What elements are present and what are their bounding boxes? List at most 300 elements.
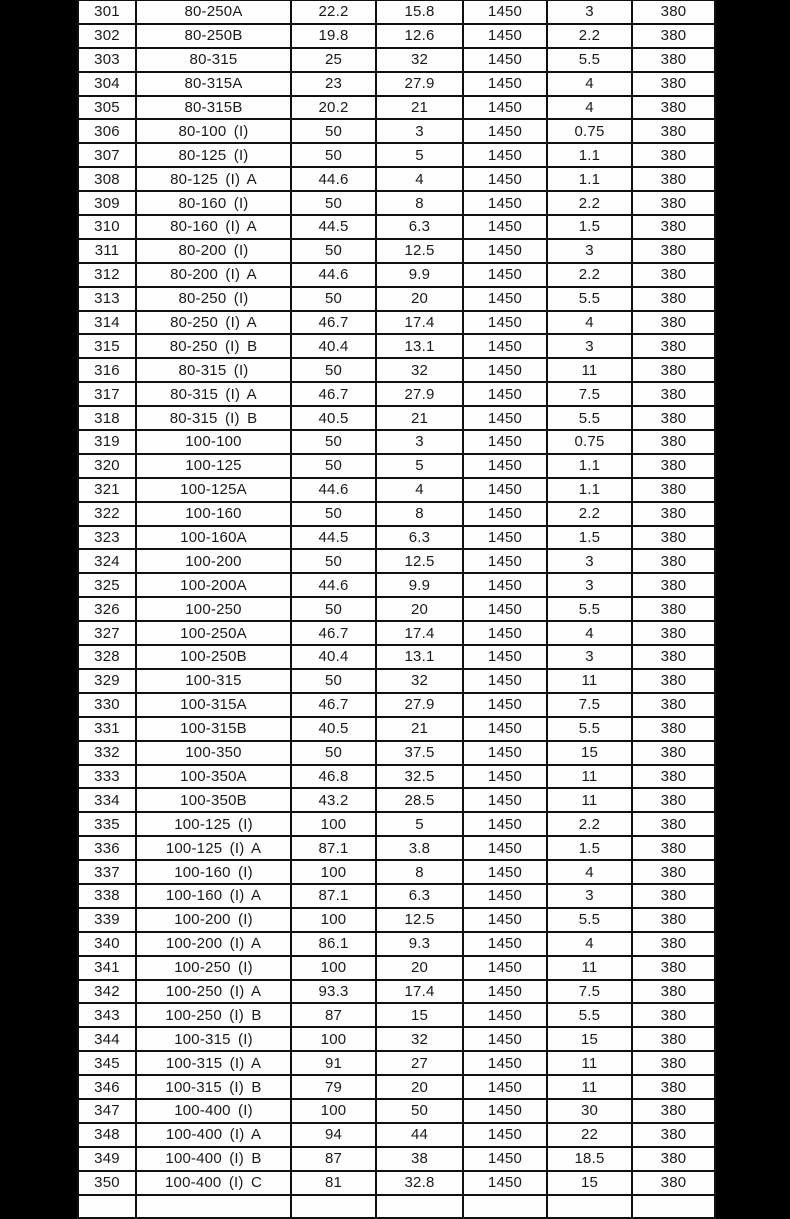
cell-power-kw: 3: [548, 646, 631, 668]
cell-power-kw: 4: [548, 73, 631, 95]
cell-speed-rpm: 1450: [464, 216, 546, 238]
cell-serial-no: 347: [79, 1100, 135, 1122]
cell-voltage: 380: [633, 813, 714, 835]
cell-flow: 93.3: [292, 981, 375, 1003]
cell-serial-no: 324: [79, 550, 135, 572]
cell-voltage: 380: [633, 383, 714, 405]
cell-head: 12.5: [377, 909, 462, 931]
cell-power-kw: 3: [548, 335, 631, 357]
cell-head: 32: [377, 1028, 462, 1050]
cell-serial-no: 322: [79, 503, 135, 525]
cell-power-kw: 11: [548, 766, 631, 788]
cell-head: 17.4: [377, 312, 462, 334]
cell-head: 12.5: [377, 240, 462, 262]
cell-head: 44: [377, 1124, 462, 1146]
cell-serial-no: 337: [79, 861, 135, 883]
cell-speed-rpm: 1450: [464, 933, 546, 955]
cell-head: 21: [377, 97, 462, 119]
cell-serial-no: 326: [79, 598, 135, 620]
cell-voltage: 380: [633, 192, 714, 214]
cell-model: 100-315A: [137, 694, 290, 716]
cell-model: 100-250B: [137, 646, 290, 668]
cell-serial-no: 327: [79, 622, 135, 644]
cell-head: 37.5: [377, 742, 462, 764]
cell-flow: 50: [292, 192, 375, 214]
cell-power-kw: 18.5: [548, 1148, 631, 1170]
cell-flow: 46.7: [292, 622, 375, 644]
cell-speed-rpm: 1450: [464, 742, 546, 764]
cell-speed-rpm: 1450: [464, 264, 546, 286]
cell-model: 100-125 (I) A: [137, 837, 290, 859]
cell-speed-rpm: 1450: [464, 885, 546, 907]
cell-voltage: 380: [633, 694, 714, 716]
cell-model: 100-250: [137, 598, 290, 620]
cell-flow: 44.6: [292, 574, 375, 596]
cell-model: 80-125 (I): [137, 144, 290, 166]
cell-voltage: 380: [633, 670, 714, 692]
cell-serial-no: 312: [79, 264, 135, 286]
cell-head: 8: [377, 192, 462, 214]
cell-flow: 81: [292, 1172, 375, 1194]
cell-flow: 100: [292, 1100, 375, 1122]
cell-voltage: 380: [633, 73, 714, 95]
cell-voltage: 380: [633, 168, 714, 190]
cell-model: 100-315 (I): [137, 1028, 290, 1050]
cell-speed-rpm: 1450: [464, 813, 546, 835]
cell-power-kw: 5.5: [548, 1004, 631, 1026]
cell-speed-rpm: 1450: [464, 168, 546, 190]
cell-serial-no: 346: [79, 1076, 135, 1098]
cell-speed-rpm: 1450: [464, 288, 546, 310]
cell-voltage: 380: [633, 1172, 714, 1194]
cell-head: 15.8: [377, 1, 462, 23]
cell-voltage: 380: [633, 861, 714, 883]
cell-speed-rpm: 1450: [464, 120, 546, 142]
cell-serial-no: 310: [79, 216, 135, 238]
cell-flow: 46.7: [292, 312, 375, 334]
cell-voltage: 380: [633, 837, 714, 859]
cell-power-kw: 1.1: [548, 479, 631, 501]
cell-voltage: 380: [633, 550, 714, 572]
cell-voltage: 380: [633, 359, 714, 381]
cell-flow: 46.7: [292, 694, 375, 716]
cell-model: 100-315B: [137, 718, 290, 740]
cell-model: 80-125 (I) A: [137, 168, 290, 190]
cell-speed-rpm: 1450: [464, 431, 546, 453]
cell-head: 32.5: [377, 766, 462, 788]
cell-speed-rpm: 1450: [464, 789, 546, 811]
cell-voltage: 380: [633, 933, 714, 955]
cell-speed-rpm: 1450: [464, 73, 546, 95]
cell-model: 100-315 (I) B: [137, 1076, 290, 1098]
cell-serial-no: 313: [79, 288, 135, 310]
cell-model: 100-315 (I) A: [137, 1052, 290, 1074]
cell-serial-no: 309: [79, 192, 135, 214]
cell-serial-no: 307: [79, 144, 135, 166]
cell-power-kw: 1.5: [548, 216, 631, 238]
partial-cell: [548, 1196, 631, 1218]
cell-model: 100-315: [137, 670, 290, 692]
cell-serial-no: 336: [79, 837, 135, 859]
cell-model: 100-160: [137, 503, 290, 525]
cell-speed-rpm: 1450: [464, 670, 546, 692]
cell-serial-no: 329: [79, 670, 135, 692]
cell-serial-no: 318: [79, 407, 135, 429]
cell-power-kw: 2.2: [548, 503, 631, 525]
cell-model: 100-160 (I) A: [137, 885, 290, 907]
cell-model: 100-200: [137, 550, 290, 572]
cell-power-kw: 22: [548, 1124, 631, 1146]
cell-power-kw: 3: [548, 885, 631, 907]
cell-head: 27: [377, 1052, 462, 1074]
cell-serial-no: 340: [79, 933, 135, 955]
cell-model: 100-400 (I): [137, 1100, 290, 1122]
cell-speed-rpm: 1450: [464, 598, 546, 620]
cell-flow: 100: [292, 957, 375, 979]
cell-speed-rpm: 1450: [464, 694, 546, 716]
cell-flow: 50: [292, 288, 375, 310]
cell-voltage: 380: [633, 288, 714, 310]
cell-voltage: 380: [633, 264, 714, 286]
cell-voltage: 380: [633, 527, 714, 549]
cell-speed-rpm: 1450: [464, 981, 546, 1003]
cell-serial-no: 330: [79, 694, 135, 716]
cell-head: 8: [377, 503, 462, 525]
cell-power-kw: 4: [548, 861, 631, 883]
cell-head: 3.8: [377, 837, 462, 859]
cell-speed-rpm: 1450: [464, 1076, 546, 1098]
cell-voltage: 380: [633, 1028, 714, 1050]
cell-head: 13.1: [377, 646, 462, 668]
cell-power-kw: 4: [548, 622, 631, 644]
cell-voltage: 380: [633, 431, 714, 453]
cell-flow: 50: [292, 670, 375, 692]
cell-flow: 100: [292, 1028, 375, 1050]
cell-speed-rpm: 1450: [464, 957, 546, 979]
cell-power-kw: 11: [548, 1052, 631, 1074]
cell-head: 9.9: [377, 264, 462, 286]
cell-serial-no: 328: [79, 646, 135, 668]
cell-flow: 46.8: [292, 766, 375, 788]
cell-head: 4: [377, 168, 462, 190]
cell-head: 20: [377, 598, 462, 620]
cell-flow: 25: [292, 49, 375, 71]
cell-voltage: 380: [633, 909, 714, 931]
cell-speed-rpm: 1450: [464, 1148, 546, 1170]
cell-model: 80-315: [137, 49, 290, 71]
cell-flow: 50: [292, 455, 375, 477]
cell-flow: 87.1: [292, 885, 375, 907]
cell-flow: 100: [292, 813, 375, 835]
cell-voltage: 380: [633, 312, 714, 334]
cell-head: 13.1: [377, 335, 462, 357]
cell-voltage: 380: [633, 646, 714, 668]
cell-model: 100-200 (I): [137, 909, 290, 931]
cell-speed-rpm: 1450: [464, 383, 546, 405]
cell-head: 12.5: [377, 550, 462, 572]
cell-power-kw: 2.2: [548, 192, 631, 214]
cell-flow: 50: [292, 550, 375, 572]
cell-flow: 40.5: [292, 718, 375, 740]
cell-serial-no: 325: [79, 574, 135, 596]
cell-speed-rpm: 1450: [464, 1124, 546, 1146]
cell-power-kw: 7.5: [548, 981, 631, 1003]
cell-head: 5: [377, 144, 462, 166]
cell-voltage: 380: [633, 479, 714, 501]
cell-power-kw: 0.75: [548, 431, 631, 453]
cell-head: 3: [377, 120, 462, 142]
cell-power-kw: 5.5: [548, 909, 631, 931]
cell-model: 100-350A: [137, 766, 290, 788]
cell-head: 9.3: [377, 933, 462, 955]
cell-flow: 87: [292, 1004, 375, 1026]
cell-serial-no: 339: [79, 909, 135, 931]
cell-head: 27.9: [377, 73, 462, 95]
cell-speed-rpm: 1450: [464, 861, 546, 883]
cell-model: 80-160 (I) A: [137, 216, 290, 238]
cell-model: 100-200A: [137, 574, 290, 596]
cell-serial-no: 350: [79, 1172, 135, 1194]
cell-head: 17.4: [377, 622, 462, 644]
cell-voltage: 380: [633, 885, 714, 907]
cell-power-kw: 11: [548, 359, 631, 381]
cell-serial-no: 316: [79, 359, 135, 381]
cell-speed-rpm: 1450: [464, 766, 546, 788]
cell-serial-no: 320: [79, 455, 135, 477]
cell-serial-no: 345: [79, 1052, 135, 1074]
cell-head: 20: [377, 288, 462, 310]
cell-speed-rpm: 1450: [464, 646, 546, 668]
cell-speed-rpm: 1450: [464, 909, 546, 931]
cell-model: 100-160A: [137, 527, 290, 549]
cell-flow: 50: [292, 598, 375, 620]
cell-flow: 50: [292, 120, 375, 142]
cell-head: 20: [377, 957, 462, 979]
cell-flow: 87: [292, 1148, 375, 1170]
cell-speed-rpm: 1450: [464, 574, 546, 596]
cell-power-kw: 1.1: [548, 168, 631, 190]
cell-power-kw: 3: [548, 240, 631, 262]
cell-model: 100-400 (I) A: [137, 1124, 290, 1146]
cell-model: 100-125 (I): [137, 813, 290, 835]
cell-serial-no: 342: [79, 981, 135, 1003]
cell-power-kw: 7.5: [548, 383, 631, 405]
cell-flow: 50: [292, 742, 375, 764]
cell-model: 100-125: [137, 455, 290, 477]
cell-flow: 23: [292, 73, 375, 95]
cell-power-kw: 5.5: [548, 598, 631, 620]
cell-model: 100-400 (I) C: [137, 1172, 290, 1194]
cell-serial-no: 314: [79, 312, 135, 334]
cell-model: 100-160 (I): [137, 861, 290, 883]
cell-flow: 100: [292, 909, 375, 931]
cell-power-kw: 2.2: [548, 813, 631, 835]
cell-head: 50: [377, 1100, 462, 1122]
cell-voltage: 380: [633, 1076, 714, 1098]
cell-power-kw: 5.5: [548, 718, 631, 740]
cell-power-kw: 30: [548, 1100, 631, 1122]
cell-serial-no: 302: [79, 25, 135, 47]
cell-flow: 46.7: [292, 383, 375, 405]
cell-voltage: 380: [633, 957, 714, 979]
cell-power-kw: 7.5: [548, 694, 631, 716]
cell-flow: 20.2: [292, 97, 375, 119]
cell-serial-no: 308: [79, 168, 135, 190]
cell-voltage: 380: [633, 598, 714, 620]
cell-flow: 50: [292, 144, 375, 166]
cell-speed-rpm: 1450: [464, 1052, 546, 1074]
cell-flow: 44.6: [292, 264, 375, 286]
cell-head: 32: [377, 670, 462, 692]
cell-model: 100-400 (I) B: [137, 1148, 290, 1170]
cell-voltage: 380: [633, 335, 714, 357]
cell-flow: 94: [292, 1124, 375, 1146]
cell-voltage: 380: [633, 1124, 714, 1146]
partial-cell: [377, 1196, 462, 1218]
cell-head: 6.3: [377, 216, 462, 238]
cell-flow: 87.1: [292, 837, 375, 859]
cell-power-kw: 11: [548, 789, 631, 811]
cell-voltage: 380: [633, 1004, 714, 1026]
cell-flow: 19.8: [292, 25, 375, 47]
cell-speed-rpm: 1450: [464, 312, 546, 334]
cell-serial-no: 301: [79, 1, 135, 23]
cell-serial-no: 349: [79, 1148, 135, 1170]
cell-voltage: 380: [633, 981, 714, 1003]
cell-voltage: 380: [633, 97, 714, 119]
cell-serial-no: 305: [79, 97, 135, 119]
cell-serial-no: 333: [79, 766, 135, 788]
cell-voltage: 380: [633, 1, 714, 23]
cell-voltage: 380: [633, 503, 714, 525]
cell-speed-rpm: 1450: [464, 144, 546, 166]
cell-speed-rpm: 1450: [464, 335, 546, 357]
cell-head: 9.9: [377, 574, 462, 596]
cell-model: 80-315B: [137, 97, 290, 119]
cell-flow: 50: [292, 359, 375, 381]
cell-flow: 79: [292, 1076, 375, 1098]
cell-model: 100-350: [137, 742, 290, 764]
cell-head: 8: [377, 861, 462, 883]
cell-speed-rpm: 1450: [464, 192, 546, 214]
cell-model: 80-315 (I) A: [137, 383, 290, 405]
cell-voltage: 380: [633, 1148, 714, 1170]
cell-flow: 91: [292, 1052, 375, 1074]
cell-head: 28.5: [377, 789, 462, 811]
cell-serial-no: 323: [79, 527, 135, 549]
cell-head: 32: [377, 359, 462, 381]
cell-speed-rpm: 1450: [464, 527, 546, 549]
cell-model: 80-315 (I): [137, 359, 290, 381]
cell-flow: 44.5: [292, 527, 375, 549]
cell-flow: 44.6: [292, 479, 375, 501]
cell-serial-no: 331: [79, 718, 135, 740]
cell-serial-no: 335: [79, 813, 135, 835]
cell-model: 100-250 (I): [137, 957, 290, 979]
cell-voltage: 380: [633, 574, 714, 596]
cell-head: 38: [377, 1148, 462, 1170]
cell-voltage: 380: [633, 407, 714, 429]
cell-model: 100-250A: [137, 622, 290, 644]
cell-model: 100-100: [137, 431, 290, 453]
cell-model: 80-250 (I): [137, 288, 290, 310]
cell-speed-rpm: 1450: [464, 550, 546, 572]
cell-model: 80-160 (I): [137, 192, 290, 214]
cell-flow: 50: [292, 431, 375, 453]
cell-flow: 40.5: [292, 407, 375, 429]
cell-model: 100-200 (I) A: [137, 933, 290, 955]
cell-head: 21: [377, 407, 462, 429]
cell-voltage: 380: [633, 1100, 714, 1122]
cell-power-kw: 3: [548, 550, 631, 572]
cell-head: 20: [377, 1076, 462, 1098]
cell-voltage: 380: [633, 622, 714, 644]
cell-speed-rpm: 1450: [464, 407, 546, 429]
cell-flow: 100: [292, 861, 375, 883]
cell-speed-rpm: 1450: [464, 1, 546, 23]
cell-serial-no: 321: [79, 479, 135, 501]
cell-serial-no: 311: [79, 240, 135, 262]
cell-power-kw: 3: [548, 1, 631, 23]
cell-flow: 50: [292, 503, 375, 525]
partial-cell: [79, 1196, 135, 1218]
cell-power-kw: 15: [548, 1172, 631, 1194]
cell-serial-no: 341: [79, 957, 135, 979]
cell-voltage: 380: [633, 25, 714, 47]
cell-head: 27.9: [377, 383, 462, 405]
cell-flow: 50: [292, 240, 375, 262]
cell-head: 4: [377, 479, 462, 501]
cell-power-kw: 2.2: [548, 25, 631, 47]
cell-head: 5: [377, 455, 462, 477]
cell-flow: 86.1: [292, 933, 375, 955]
cell-serial-no: 317: [79, 383, 135, 405]
cell-flow: 40.4: [292, 646, 375, 668]
cell-model: 80-250A: [137, 1, 290, 23]
cell-head: 6.3: [377, 527, 462, 549]
partial-cell: [137, 1196, 290, 1218]
cell-head: 27.9: [377, 694, 462, 716]
cell-power-kw: 4: [548, 97, 631, 119]
cell-speed-rpm: 1450: [464, 837, 546, 859]
cell-speed-rpm: 1450: [464, 1172, 546, 1194]
cell-speed-rpm: 1450: [464, 479, 546, 501]
cell-serial-no: 319: [79, 431, 135, 453]
cell-power-kw: 15: [548, 1028, 631, 1050]
cell-serial-no: 344: [79, 1028, 135, 1050]
cell-power-kw: 2.2: [548, 264, 631, 286]
cell-model: 100-250 (I) A: [137, 981, 290, 1003]
cell-serial-no: 338: [79, 885, 135, 907]
cell-speed-rpm: 1450: [464, 359, 546, 381]
cell-model: 80-200 (I) A: [137, 264, 290, 286]
cell-serial-no: 332: [79, 742, 135, 764]
cell-flow: 22.2: [292, 1, 375, 23]
cell-speed-rpm: 1450: [464, 1004, 546, 1026]
pump-spec-table: [77, 0, 716, 1219]
cell-voltage: 380: [633, 120, 714, 142]
cell-voltage: 380: [633, 766, 714, 788]
cell-power-kw: 0.75: [548, 120, 631, 142]
cell-model: 80-100 (I): [137, 120, 290, 142]
cell-voltage: 380: [633, 49, 714, 71]
cell-flow: 40.4: [292, 335, 375, 357]
cell-voltage: 380: [633, 1052, 714, 1074]
cell-power-kw: 1.5: [548, 527, 631, 549]
cell-speed-rpm: 1450: [464, 1028, 546, 1050]
cell-head: 5: [377, 813, 462, 835]
cell-power-kw: 5.5: [548, 49, 631, 71]
